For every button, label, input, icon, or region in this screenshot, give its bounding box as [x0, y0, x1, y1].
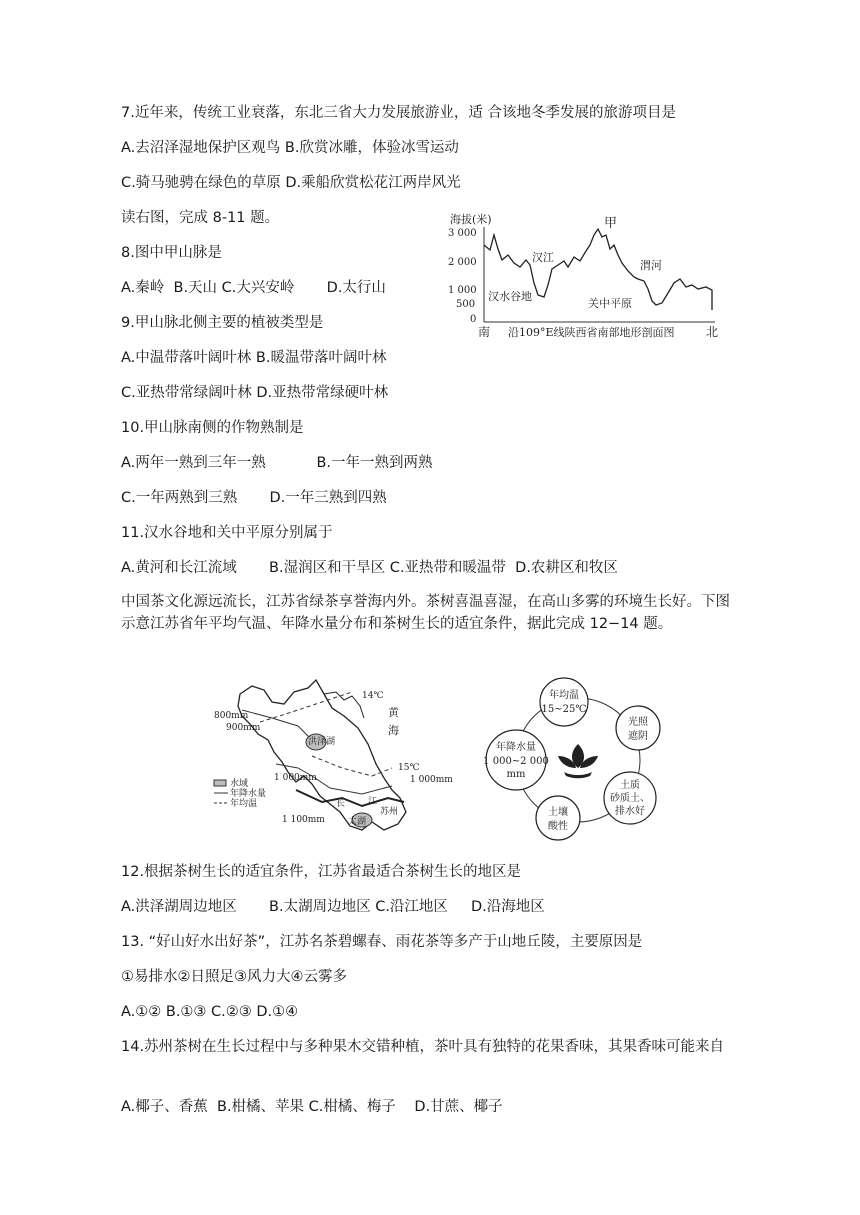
- precipitation-label: 900mm: [226, 723, 261, 733]
- q7-stem: 7.近年来，传统工业衰落，东北三省大力发展旅游业，适 合该地冬季发展的旅游项目是: [121, 105, 676, 121]
- q13-factors: ①易排水②日照足③风力大④云雾多: [121, 969, 347, 985]
- place-label: 苏州: [380, 807, 399, 817]
- light-title: 光照: [628, 717, 648, 728]
- legend-precip-label: 年降水量: [230, 789, 267, 799]
- isotherm-label: 15℃: [398, 763, 420, 773]
- temperature-bubble: [540, 678, 588, 726]
- profile-label-weihe: 渭河: [640, 259, 662, 272]
- temperature-value: 15~25℃: [541, 704, 587, 715]
- profile-y-tick: 1 000: [448, 285, 477, 296]
- q7-options-ab: A.去沼泽湿地保护区观鸟 B.欣赏冰雕，体验冰雪运动: [121, 140, 459, 156]
- sea-label: 黄: [388, 706, 399, 719]
- intro-12-14: 中国茶文化源远流长，江苏省绿茶享誉海内外。茶树喜温喜湿，在高山多雾的环境生长好。下图示意江苏省年平均气温、年降水量分布和茶树生长的适宜条件，据此完成 12−14 题。: [121, 594, 730, 632]
- legend-temp-label: 年均温: [230, 799, 258, 809]
- peak-label: 甲: [604, 216, 618, 231]
- soil-texture-title: 土质: [620, 780, 640, 791]
- precipitation-value: 1 000~2 000: [483, 756, 549, 767]
- q8-options: A.秦岭 B.天山 C.大兴安岭 D.太行山: [121, 280, 386, 296]
- q9-stem: 9.甲山脉北侧主要的植被类型是: [121, 315, 324, 331]
- light-bubble: [616, 706, 660, 750]
- q10-stem: 10.甲山脉南侧的作物熟制是: [121, 420, 304, 436]
- q13-options: A.①② B.①③ C.②③ D.①④: [121, 1004, 299, 1020]
- profile-label-hanjiang: 汉江: [532, 251, 554, 264]
- profile-label-guanzhong-plain: 关中平原: [588, 297, 632, 310]
- place-label: 长: [336, 799, 346, 809]
- place-label: 江: [368, 797, 378, 807]
- precipitation-label: 1 000mm: [274, 773, 317, 783]
- precipitation-label: 1 100mm: [282, 815, 325, 825]
- sea-label: 海: [388, 724, 399, 737]
- q9-options-ab: A.中温带落叶阔叶林 B.暖温带落叶阔叶林: [121, 350, 387, 366]
- q7-options-cd: C.骑马驰骋在绿色的草原 D.乘船欣赏松花江两岸风光: [121, 175, 461, 191]
- profile-y-tick: 500: [456, 299, 476, 310]
- q10-options-ab: A.两年一熟到三年一熟 B.一年一熟到两熟: [121, 455, 433, 471]
- profile-label-hanshui-valley: 汉水谷地: [488, 290, 532, 303]
- soil-ph-title: 土壤: [548, 807, 568, 818]
- legend-water-label: 水域: [230, 779, 249, 789]
- south-label: 南: [478, 325, 491, 339]
- q14-stem: 14.苏州茶树在生长过程中与多种果木交错种植，茶叶具有独特的花果香味，其果香味可能来自: [121, 1039, 725, 1055]
- north-label: 北: [706, 325, 719, 339]
- light-value: 遮阴: [628, 731, 648, 742]
- profile-caption: 沿109°E线陕西省南部地形剖面图: [508, 326, 675, 339]
- intro-8-11: 读右图，完成 8-11 题。: [121, 210, 280, 226]
- q12-stem: 12.根据茶树生长的适宜条件，江苏省最适合茶树生长的地区是: [121, 864, 522, 880]
- isotherm-line: [260, 692, 352, 722]
- place-label: 太湖: [348, 817, 367, 827]
- place-label: 洪泽湖: [308, 737, 336, 747]
- map-legend: [214, 777, 266, 809]
- soil-texture-value: 排水好: [615, 806, 645, 817]
- soil-texture-value: 砂质土、: [610, 793, 650, 804]
- q12-options: A.洪泽湖周边地区 B.太湖周边地区 C.沿江地区 D.沿海地区: [121, 899, 545, 915]
- tea-conditions-diagram: [480, 672, 680, 842]
- q10-options-cd: C.一年两熟到三熟 D.一年三熟到四熟: [121, 490, 387, 506]
- q13-stem: 13. “好山好水出好茶”，江苏名茶碧螺春、雨花茶等多产于山地丘陵，主要原因是: [121, 934, 643, 950]
- soil-ph-value: 酸性: [548, 821, 568, 832]
- q14-options: A.椰子、香蕉 B.柑橘、苹果 C.柑橘、梅子 D.甘蔗、椰子: [121, 1099, 503, 1115]
- jiangsu-climate-map: [212, 672, 467, 842]
- q11-options: A.黄河和长江流域 B.湿润区和干旱区 C.亚热带和暖温带 D.农耕区和牧区: [121, 560, 618, 576]
- q11-stem: 11.汉水谷地和关中平原分别属于: [121, 525, 333, 541]
- q9-options-cd: C.亚热带常绿阔叶林 D.亚热带常绿硬叶林: [121, 385, 389, 401]
- profile-y-axis-title: 海拔(米): [450, 213, 492, 226]
- precipitation-title: 年降水量: [496, 742, 536, 753]
- precipitation-label: 1 000mm: [410, 775, 453, 785]
- legend-water-swatch: [214, 780, 226, 786]
- temperature-title: 年均温: [549, 690, 579, 701]
- profile-y-tick: 0: [470, 314, 477, 325]
- tea-leaf-icon: [558, 744, 598, 778]
- profile-y-tick: 2 000: [448, 257, 477, 268]
- soil-ph-bubble: [536, 796, 580, 840]
- precipitation-unit: mm: [506, 769, 526, 780]
- precipitation-label: 800mm: [214, 711, 249, 721]
- q8-stem: 8.图中甲山脉是: [121, 245, 222, 261]
- isotherm-label: 14℃: [362, 691, 384, 701]
- terrain-profile-figure: [440, 205, 730, 345]
- yangtze-river: [296, 790, 404, 806]
- isotherm-line: [312, 756, 392, 776]
- profile-y-tick: 3 000: [448, 228, 477, 239]
